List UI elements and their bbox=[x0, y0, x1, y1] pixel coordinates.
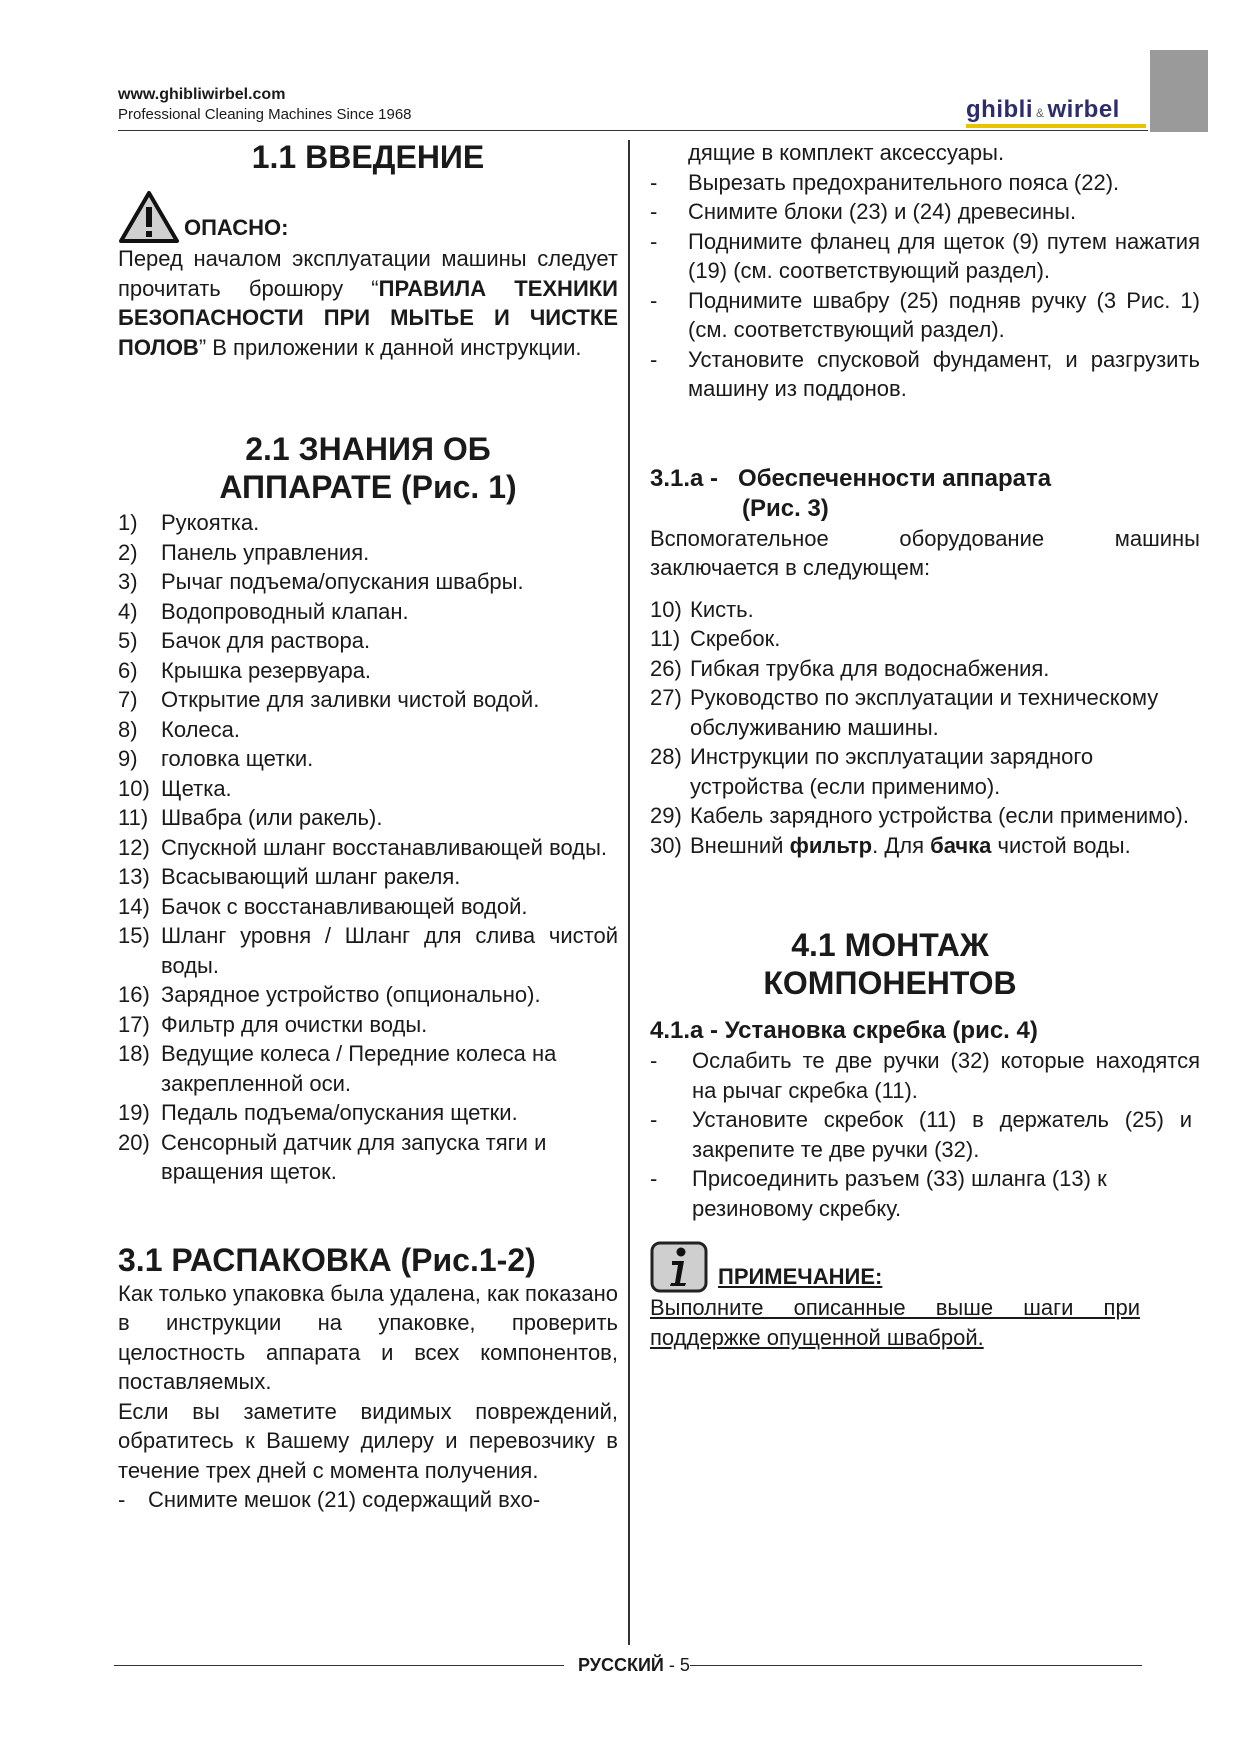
list-item: 13) Всасывающий шланг ракеля. bbox=[118, 864, 461, 889]
list-item: 11) Швабра (или ракель). bbox=[118, 805, 383, 830]
brand-logo bbox=[966, 96, 1120, 124]
list-item: 16) Зарядное устройство (опционально). bbox=[118, 982, 541, 1007]
header-url: www.ghibliwirbel.com bbox=[118, 86, 286, 103]
footer-page-label bbox=[578, 1655, 690, 1676]
list-item: 27) Руководство по эксплуатации и техническому обслуживанию машины. bbox=[650, 685, 1159, 740]
section-3-1-title: 3.1 РАСПАКОВКА (Рис.1-2) bbox=[118, 1241, 536, 1278]
right-column bbox=[650, 138, 1200, 1352]
list-item: - Установите спусковой фундамент, и разгрузить машину из поддонов. bbox=[650, 346, 1200, 401]
list-item: - Поднимите швабру (25) подняв ручку (3 Рис. 1) (см. соответствующий раздел). bbox=[650, 287, 1200, 342]
section-3-1a-title-line1: 3.1.а - Обеспеченности аппарата bbox=[650, 464, 1052, 492]
list-item: 3) Рычаг подъема/опускания швабры. bbox=[118, 569, 524, 594]
list-item: 5) Бачок для раствора. bbox=[118, 628, 371, 653]
unpacking-paragraph-1: Как только упаковка была удалена, как показано в инструкции на упаковке, проверить целостность аппарата и всех компонентов, поставляемых. bbox=[118, 1280, 618, 1394]
list-item: - Ослабить те две ручки (32) которые находятся на рычаг скребка (11). bbox=[650, 1048, 1200, 1103]
list-item: 18) Ведущие колеса / Передние колеса на закрепленной оси. bbox=[118, 1041, 557, 1096]
footer-line-left bbox=[114, 1665, 564, 1666]
logo-underline bbox=[966, 124, 1146, 128]
continued-text: дящие в комплект аксессуары. bbox=[688, 140, 1005, 165]
list-item: 12) Спускной шланг восстанавливающей воды. bbox=[118, 834, 608, 860]
list-item: 29) Кабель зарядного устройства (если применимо). bbox=[650, 803, 1189, 828]
section-4-1-title-line2: КОМПОНЕНТОВ bbox=[763, 965, 1017, 1001]
list-item: 2) Панель управления. bbox=[118, 539, 370, 565]
list-item: - Поднимите фланец для щеток (9) путем нажатия (19) (см. соответствующий раздел). bbox=[650, 228, 1200, 283]
note-block bbox=[650, 1241, 1200, 1293]
header-tagline: Professional Cleaning Machines Since 1968 bbox=[118, 106, 412, 123]
list-item: 6) Крышка резервуара. bbox=[118, 657, 372, 683]
list-item: 7) Открытие для заливки чистой водой. bbox=[118, 687, 540, 712]
unpacking-paragraph-2: Если вы заметите видимых повреждений, обратитесь к Вашему дилеру и перевозчику в течение трех дней с момента получения. bbox=[118, 1398, 618, 1483]
note-label: ПРИМЕЧАНИЕ: bbox=[718, 1263, 883, 1289]
section-2-1-title-line1: 2.1 ЗНАНИЯ ОБ bbox=[245, 431, 491, 467]
list-item: 14) Бачок с восстанавливающей водой. bbox=[118, 893, 528, 919]
column-divider bbox=[628, 140, 630, 1645]
list-item: - Присоединить разъем (33) шланга (13) к резиновому скребку. bbox=[650, 1166, 1107, 1221]
list-item: 1) Рукоятка. bbox=[118, 510, 260, 535]
warning-triangle-icon bbox=[118, 190, 180, 244]
list-item: 26) Гибкая трубка для водоснабжения. bbox=[650, 655, 1050, 681]
squeegee-steps bbox=[650, 1046, 1200, 1223]
footer-language: РУССКИЙ bbox=[578, 1655, 664, 1675]
unpacking-step: - Снимите мешок (21) содержащий вхо- bbox=[118, 1487, 541, 1512]
logo-left: ghibli bbox=[966, 96, 1033, 123]
left-column bbox=[118, 138, 618, 1515]
logo-amp: & bbox=[1035, 106, 1045, 120]
list-item: 19) Педаль подъема/опускания щетки. bbox=[118, 1100, 518, 1125]
intro-text-bold: ПРАВИЛА ТЕХНИКИ БЕЗОПАСНОСТИ ПРИ МЫТЬЕ И ЧИСТКЕ ПОЛОВ bbox=[118, 275, 618, 360]
list-item: 15) Шланг уровня / Шланг для слива чистой воды. bbox=[118, 923, 618, 978]
list-item: 9) головка щетки. bbox=[118, 746, 314, 771]
footer-sep: - bbox=[663, 1655, 680, 1675]
list-item: 10) Щетка. bbox=[118, 775, 232, 801]
footer-line-right bbox=[690, 1665, 1142, 1666]
header-divider bbox=[118, 130, 1148, 131]
accessories-intro: Вспомогательное оборудование машины заключается в следующем: bbox=[650, 525, 1200, 580]
intro-text-end: ” В приложении к данной инструкции. bbox=[198, 334, 582, 360]
list-item: - Установите скребок (11) в держатель (25) и закрепите те две ручки (32). bbox=[650, 1107, 1192, 1162]
info-icon bbox=[650, 1241, 708, 1293]
accessories-list bbox=[650, 595, 1200, 861]
section-2-1-title-line2: АППАРАТЕ (Рис. 1) bbox=[219, 469, 517, 505]
warning-block bbox=[118, 184, 618, 244]
note-text: Выполните описанные выше шаги при поддержке опущенной шваброй. bbox=[650, 1295, 1140, 1350]
list-item: 30) Внешний фильтр. Для бачка чистой воды. bbox=[650, 832, 1131, 858]
unpacking-steps bbox=[650, 168, 1200, 404]
list-item: 11) Скребок. bbox=[650, 626, 781, 651]
intro-paragraph bbox=[118, 244, 618, 362]
intro-text-start: Перед началом эксплуатации машины следует прочитать брошюру “ bbox=[118, 246, 618, 301]
logo-right: wirbel bbox=[1047, 96, 1120, 123]
list-item: 8) Колеса. bbox=[118, 716, 240, 742]
page-number: 5 bbox=[679, 1655, 690, 1675]
list-item: - Вырезать предохранительного пояса (22). bbox=[650, 169, 1120, 195]
list-item: 20) Сенсорный датчик для запуска тяги и вращения щеток. bbox=[118, 1129, 547, 1184]
section-3-1a-title-line2: (Рис. 3) bbox=[742, 494, 829, 522]
section-1-1-title: 1.1 ВВЕДЕНИЕ bbox=[251, 139, 485, 175]
warning-label: ОПАСНО: bbox=[184, 214, 289, 240]
section-4-1-title-line1: 4.1 МОНТАЖ bbox=[791, 927, 989, 963]
list-item: 4) Водопроводный клапан. bbox=[118, 598, 409, 624]
list-item: 10) Кисть. bbox=[650, 596, 754, 622]
page-tab-marker bbox=[1150, 50, 1208, 132]
list-item: 17) Фильтр для очистки воды. bbox=[118, 1011, 428, 1037]
list-item: - Снимите блоки (23) и (24) древесины. bbox=[650, 199, 1077, 224]
list-item: 28) Инструкции по эксплуатации зарядного устройства (если применимо). bbox=[650, 744, 1094, 799]
section-4-1a-title: 4.1.а - Установка скребка (рис. 4) bbox=[650, 1017, 1038, 1044]
parts-list bbox=[118, 508, 618, 1187]
